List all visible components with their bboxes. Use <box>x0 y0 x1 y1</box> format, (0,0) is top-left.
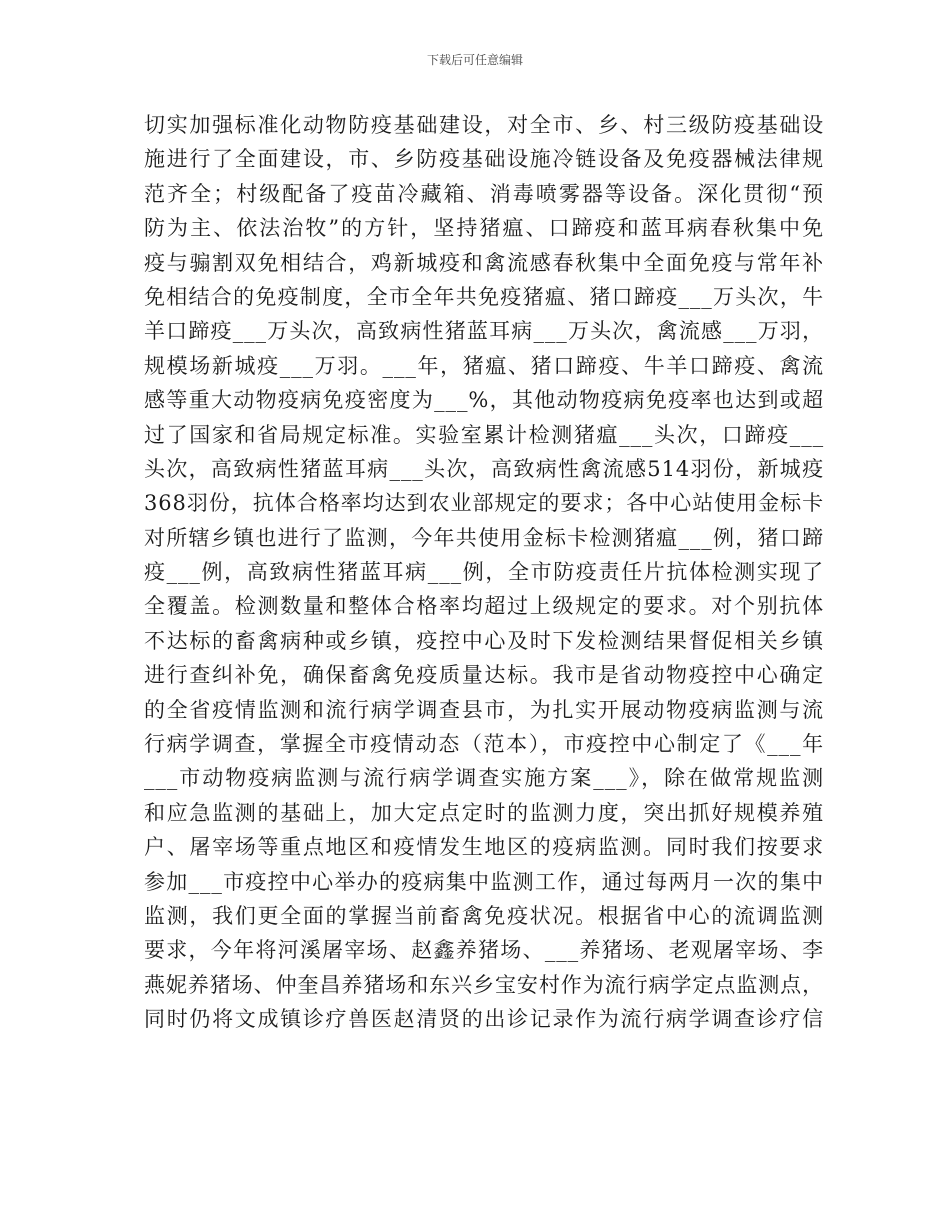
text-line: 参加___市疫控中心举办的疫病集中监测工作，通过每两月一次的集中 <box>144 869 824 894</box>
text-line: 368羽份，抗体合格率均达到农业部规定的要求；各中心站使用金标卡 <box>144 491 824 516</box>
text-line: 户、屠宰场等重点地区和疫情发生地区的疫病监测。同时我们按要求 <box>144 835 824 860</box>
text-line: ___市动物疫病监测与流行病学调查实施方案___》，除在做常规监测 <box>144 766 824 791</box>
text-line: 疫___例，高致病性猪蓝耳病___例，全市防疫责任片抗体检测实现了 <box>144 560 824 585</box>
text-line: 羊口蹄疫___万头次，高致病性猪蓝耳病___万头次，禽流感___万羽， <box>144 319 824 344</box>
text-line: 同时仍将文成镇诊疗兽医赵清贤的出诊记录作为流行病学调查诊疗信 <box>144 1007 824 1032</box>
text-line: 和应急监测的基础上，加大定点定时的监测力度，突出抓好规模养殖 <box>144 800 824 825</box>
text-line: 的全省疫情监测和流行病学调查县市，为扎实开展动物疫病监测与流 <box>144 697 824 722</box>
text-line: 切实加强标准化动物防疫基础建设，对全市、乡、村三级防疫基础设 <box>144 113 824 137</box>
text-line: 监测，我们更全面的掌握当前畜禽免疫状况。根据省中心的流调监测 <box>144 903 824 928</box>
text-line: 燕妮养猪场、仲奎昌养猪场和东兴乡宝安村作为流行病学定点监测点， <box>144 972 824 997</box>
body-paragraph <box>144 108 824 1037</box>
text-line: 全覆盖。检测数量和整体合格率均超过上级规定的要求。对个别抗体 <box>144 594 824 619</box>
text-line: 疫与骟割双免相结合，鸡新城疫和禽流感春秋集中全面免疫与常年补 <box>144 250 824 275</box>
text-line: 不达标的畜禽病种或乡镇，疫控中心及时下发检测结果督促相关乡镇 <box>144 628 824 653</box>
text-line: 免相结合的免疫制度，全市全年共免疫猪瘟、猪口蹄疫___万头次，牛 <box>144 284 824 309</box>
text-line: 范齐全；村级配备了疫苗冷藏箱、消毒喷雾器等设备。深化贯彻“预 <box>144 181 824 206</box>
text-line: 过了国家和省局规定标准。实验室累计检测猪瘟___头次，口蹄疫___ <box>144 422 824 447</box>
text-line: 要求，今年将河溪屠宰场、赵鑫养猪场、___养猪场、老观屠宰场、李 <box>144 938 824 963</box>
text-line: 进行查纠补免，确保畜禽免疫质量达标。我市是省动物疫控中心确定 <box>144 663 824 688</box>
text-line: 感等重大动物疫病免疫密度为___%，其他动物疫病免疫率也达到或超 <box>144 388 824 413</box>
page-header-note: 下载后可任意编辑 <box>426 53 523 67</box>
text-line: 对所辖乡镇也进行了监测，今年共使用金标卡检测猪瘟___例，猪口蹄 <box>144 525 824 550</box>
text-line: 防为主、依法治牧”的方针，坚持猪瘟、口蹄疫和蓝耳病春秋集中免 <box>144 216 824 241</box>
text-line: 规模场新城疫___万羽。___年，猪瘟、猪口蹄疫、牛羊口蹄疫、禽流 <box>144 353 824 378</box>
text-line: 行病学调查，掌握全市疫情动态（范本），市疫控中心制定了《___年 <box>144 732 824 757</box>
text-line: 施进行了全面建设，市、乡防疫基础设施冷链设备及免疫器械法律规 <box>144 147 824 172</box>
text-line: 头次，高致病性猪蓝耳病___头次，高致病性禽流感514羽份，新城疫 <box>144 456 824 481</box>
